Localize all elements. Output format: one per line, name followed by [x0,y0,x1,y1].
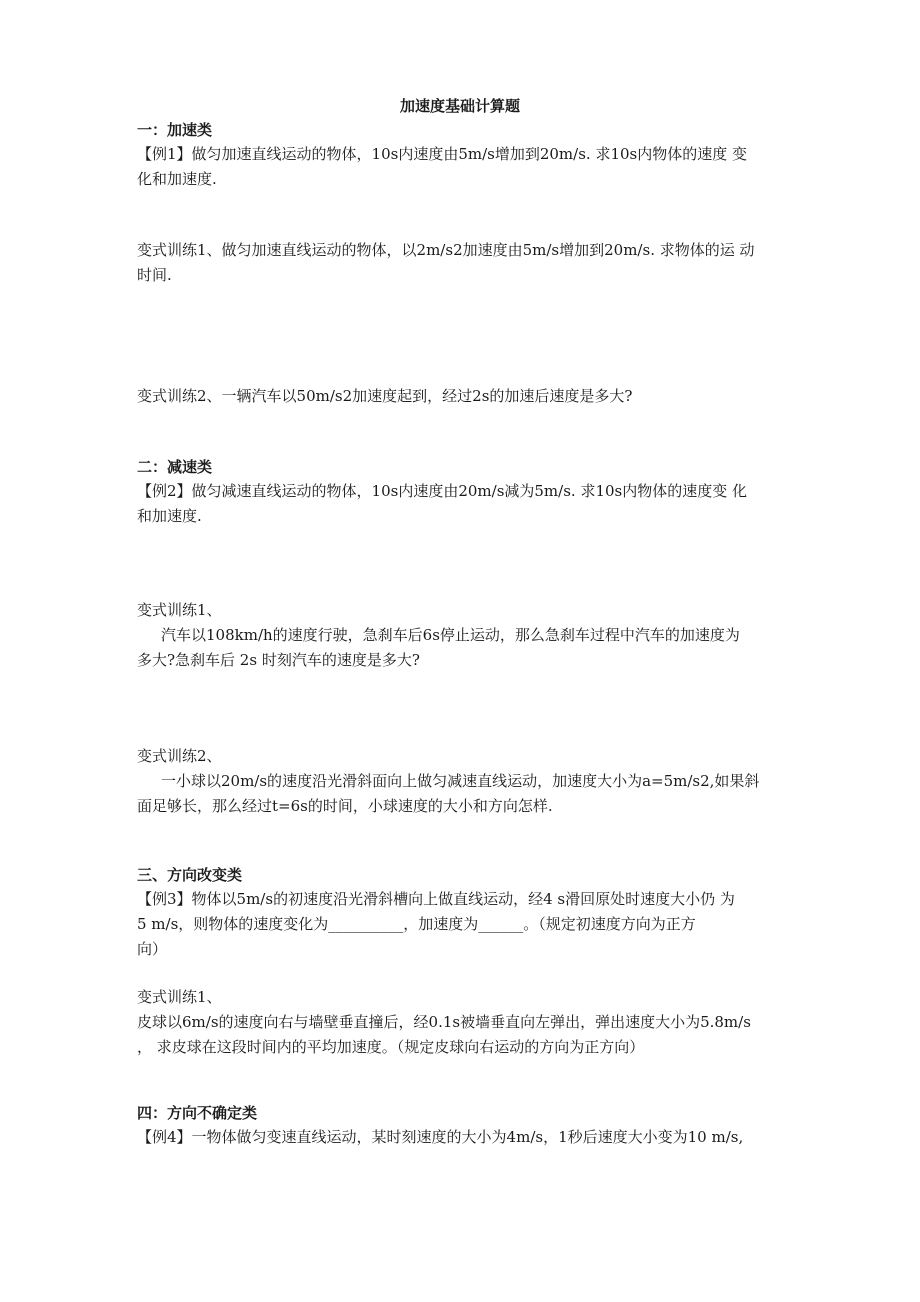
page-title: 加速度基础计算题 [399,97,520,115]
example-4-line-1: 【例4】一物体做匀变速直线运动，某时刻速度的大小为4m/s，1秒后速度大小变为10 m/s, [137,1128,744,1146]
drill-2-2-line-1: 一小球以20m/s的速度沿光滑斜面向上做匀减速直线运动，加速度大小为a=5m/s2,如果斜 [161,772,760,790]
drill-3-1-line-2: ， 求皮球在这段时间内的平均加速度。（规定皮球向右运动的方向为正方向） [137,1038,645,1056]
drill-2-2-label: 变式训练2、 [137,747,222,765]
drill-1-2 [137,384,787,409]
drill-1-2-line-1: 变式训练2、一辆汽车以50m/s2加速度起到，经过2s的加速后速度是多大? [137,387,633,405]
drill-3-1-label: 变式训练1、 [137,988,222,1006]
section-heading-direction-uncertain: 四：方向不确定类 [137,1104,258,1122]
drill-2-1-line-2: 多大?急刹车后 2s 时刻汽车的速度是多大? [137,651,420,669]
drill-2-1-label: 变式训练1、 [137,601,222,619]
example-3-line-3: 向） [137,940,168,958]
section-heading-acceleration: 一：加速类 [137,121,213,139]
drill-2-2 [137,744,787,819]
drill-1-1-line-2: 时间. [137,266,172,284]
example-4 [137,1125,787,1150]
example-3-line-2: 5 m/s，则物体的速度变化为__________，加速度为______。（规定初速度方向为正方 [137,915,696,933]
example-1 [137,142,787,192]
example-2-line-1: 【例2】做匀减速直线运动的物体，10s内速度由20m/s减为5m/s. 求10s内物体的速度变 化 [137,482,748,500]
drill-1-1 [137,238,787,288]
example-1-line-1: 【例1】做匀加速直线运动的物体，10s内速度由5m/s增加到20m/s. 求10s内物体的速度 变 [137,145,748,163]
example-3 [137,887,787,962]
section-heading-direction-change: 三、方向改变类 [137,866,243,884]
example-1-line-2: 化和加速度. [137,170,217,188]
section-heading-deceleration: 二：减速类 [137,458,213,476]
drill-2-1-line-1: 汽车以108km/h的速度行驶，急刹车后6s停止运动，那么急刹车过程中汽车的加速度为 [161,626,740,644]
example-2 [137,479,787,529]
drill-3-1 [137,985,787,1060]
example-3-line-1: 【例3】物体以5m/s的初速度沿光滑斜槽向上做直线运动，经4 s滑回原处时速度大小仍 为 [137,890,735,908]
drill-2-1 [137,598,787,673]
drill-2-2-line-2: 面足够长，那么经过t=6s的时间，小球速度的大小和方向怎样. [137,797,553,815]
drill-1-1-line-1: 变式训练1、做匀加速直线运动的物体，以2m/s2加速度由5m/s增加到20m/s. 求物体的运 动 [137,241,755,259]
example-2-line-2: 和加速度. [137,507,202,525]
drill-3-1-line-1: 皮球以6m/s的速度向右与墙壁垂直撞后，经0.1s被墙垂直向左弹出，弹出速度大小为5.8m/s [137,1013,751,1031]
